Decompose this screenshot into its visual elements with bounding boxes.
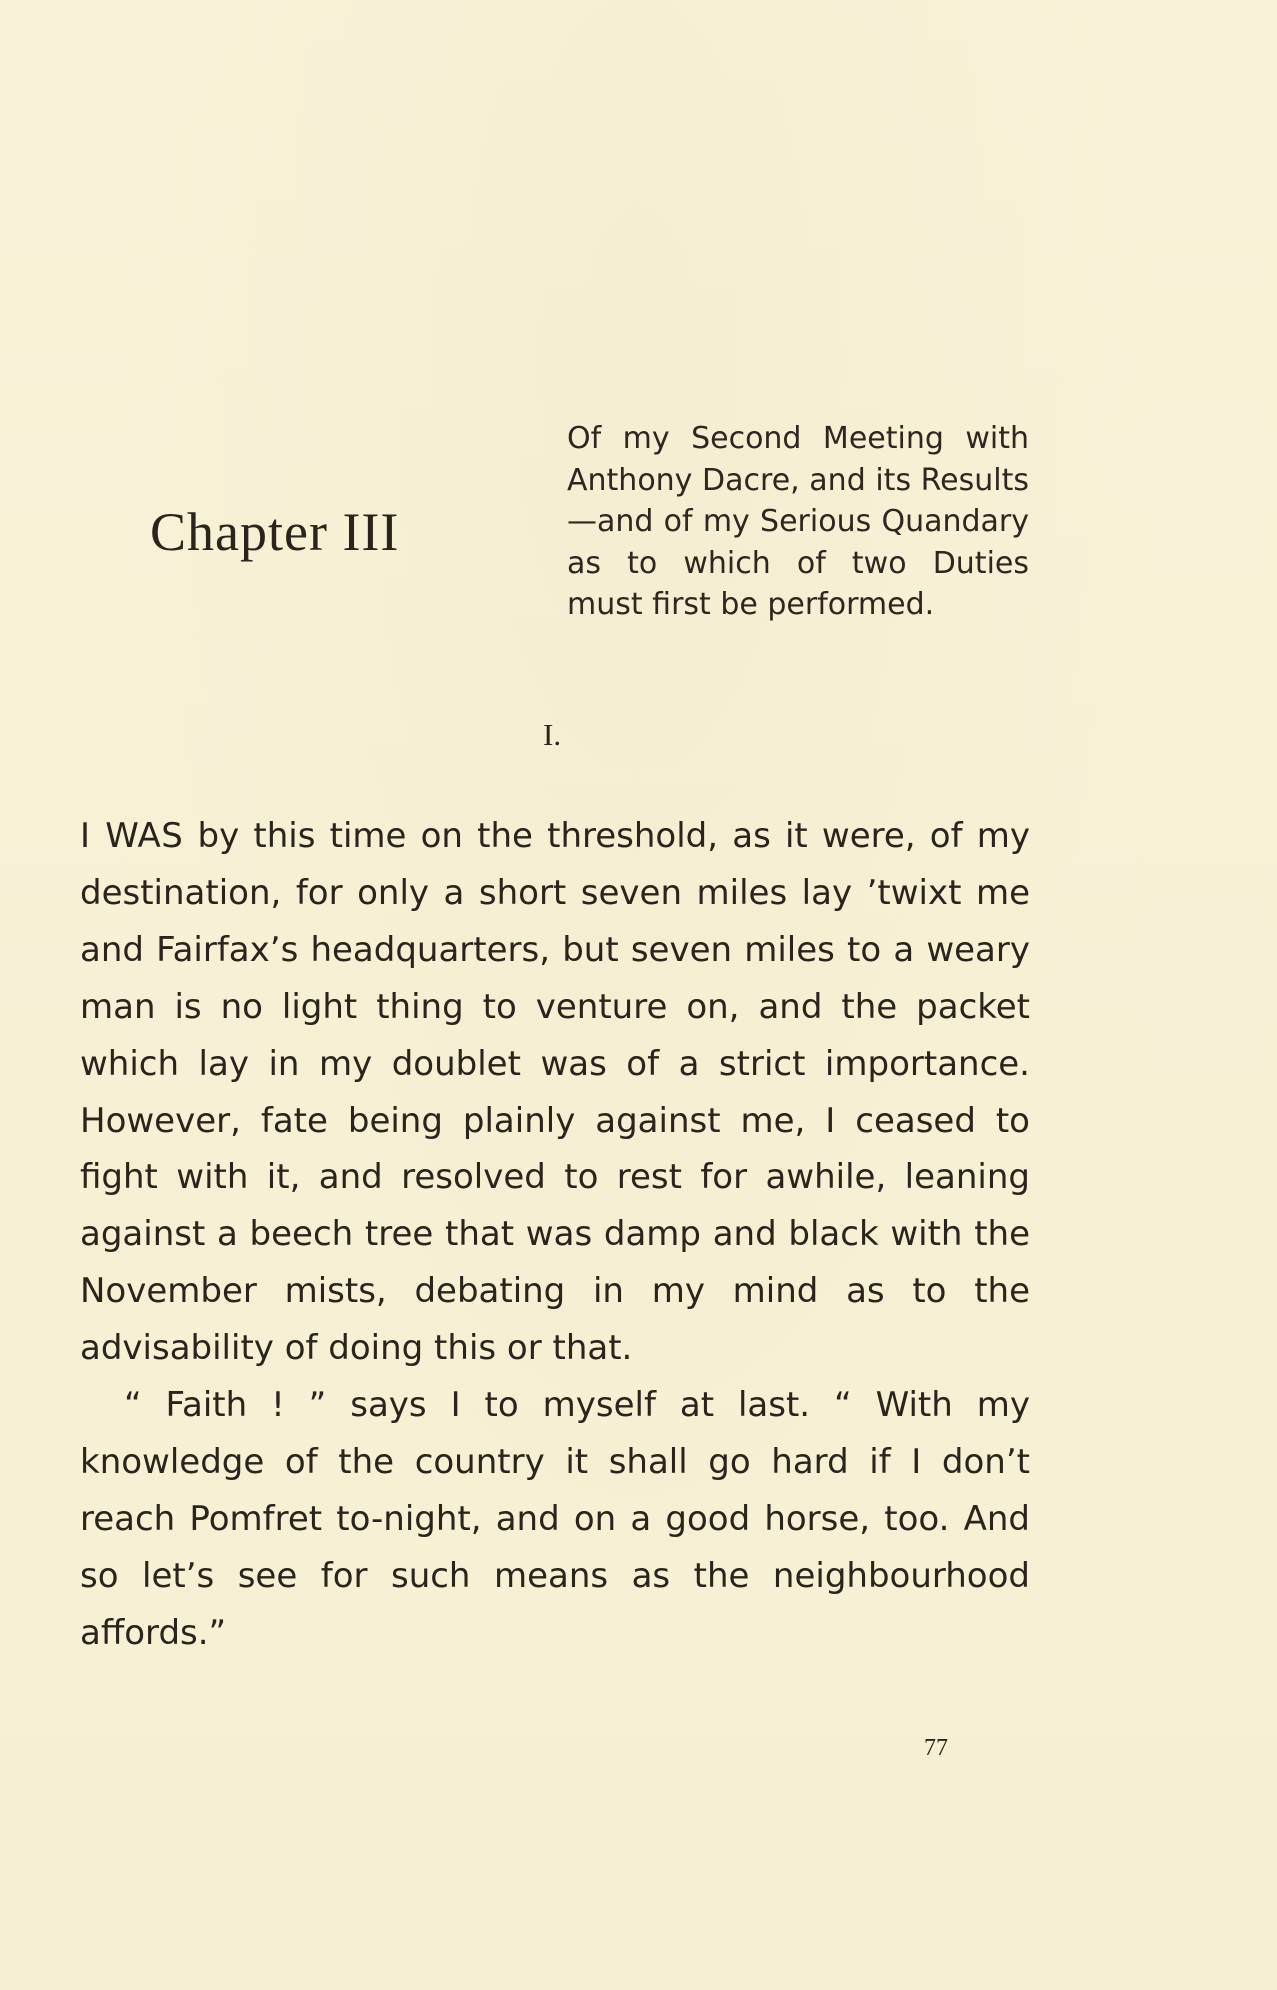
paragraph-1-text: by this time on the threshold, as it were, of my destination, for only a short seven miles lay ’twixt me and Fairfax’s headquarters, but seven miles to a weary man is no light thing to venture on, and the packet which lay in my doublet was of a strict importance. However, fate being plainly against me, I ceased to fight with it, and resolved to rest for awhile, leaning against a beech tree that was damp and black with the November mists, debating in my mind as to the advisability of doing this or that. [80,816,1030,1369]
page-number: 77 [924,1735,948,1761]
chapter-body [80,808,1030,1662]
section-marker: I. [543,717,562,752]
opening-word: I WAS [80,816,184,856]
paragraph-2: “ Faith ! ” says I to myself at last. “ With my knowledge of the country it shall go hard if I don’t reach Pomfret to-night, and on a good horse, too. And so let’s see for such means as the neighbourhood affords.” [80,1385,1030,1653]
paragraph-1 [80,808,1030,1377]
chapter-summary: Of my Second Meeting with Anthony Dacre, and its Results—and of my Serious Quandary as to which of two Duties must first be performed. [567,421,1029,622]
chapter-title: Chapter III [150,502,400,562]
